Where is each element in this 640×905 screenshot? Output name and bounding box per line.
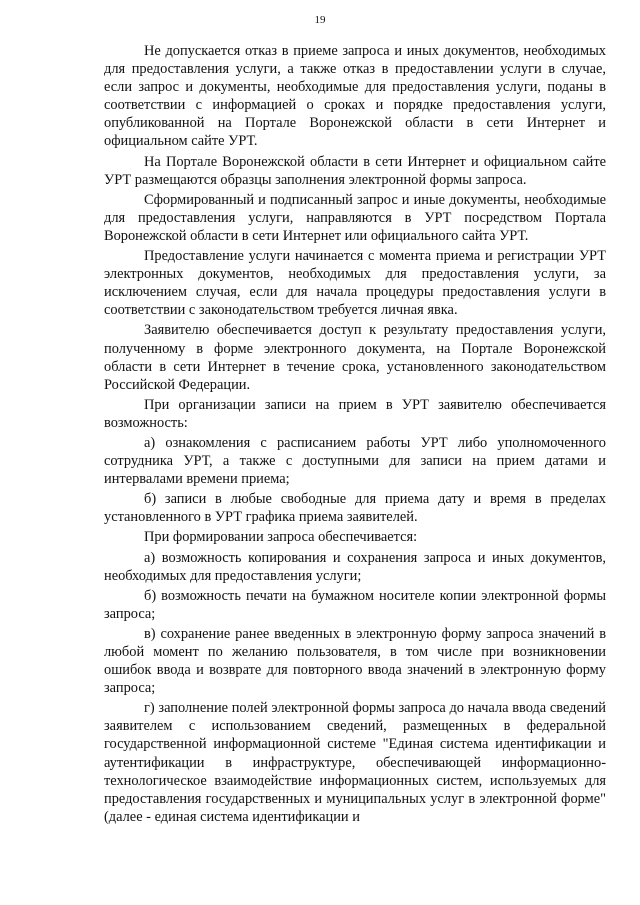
list-item-forming-g: г) заполнение полей электронной формы запроса до начала ввода сведений заявителем с использованием сведений, размещенных в федеральной государственной информационной системе "Единая система идентификации и аутентификации в инфраструктуре, обеспечивающей информационно-технологическое взаимодействие информационных систем, используемых для предоставления государственных и муниципальных услуг в электронной форме" (далее - единая система идентификации и (104, 700, 606, 825)
paragraph-request-forming-intro: При формировании запроса обеспечивается: (144, 529, 418, 546)
list-item-appointment-b: б) записи в любые свободные для приема дату и время в пределах установленного в УРТ графика приема заявителей. (104, 491, 606, 526)
document-body (104, 42, 606, 828)
list-item-forming-v: в) сохранение ранее введенных в электронную форму запроса значений в любой момент по желанию пользователя, в том числе при возникновении ошибок ввода и возврате для повторного ввода значений в электронную форму запроса; (104, 625, 606, 697)
paragraph-form-samples: На Портале Воронежской области в сети Интернет и официальном сайте УРТ размещаются образцы заполнения электронной формы запроса. (104, 153, 606, 188)
paragraph-service-start: Предоставление услуги начинается с момента приема и регистрации УРТ электронных документов, необходимых для предоставления услуги, за исключением случая, если для начала процедуры предоставления услуги в соответствии с законодательством требуется личная явка. (104, 248, 606, 319)
list-item-appointment-a: а) ознакомления с расписанием работы УРТ либо уполномоченного сотрудника УРТ, а также с доступными для записи на прием датами и интервалами времени приема; (104, 434, 606, 488)
paragraph-result-access: Заявителю обеспечивается доступ к результату предоставления услуги, полученному в форме электронного документа, на Портале Воронежской области в сети Интернет в течение срока, установленного законодательством Российской Федерации. (104, 322, 606, 393)
paragraph-request-submission: Сформированный и подписанный запрос и иные документы, необходимые для предоставления услуги, направляются в УРТ посредством Портала Воронежской области в сети Интернет или официального сайта УРТ. (104, 191, 606, 244)
paragraph-no-refusal: Не допускается отказ в приеме запроса и иных документов, необходимых для предоставления услуги, а также отказ в предоставлении услуги в случае, если запрос и документы, необходимые для предоставления услуги, поданы в соответствии с информацией о сроках и порядке предоставления услуги, опубликованной на Портале Воронежской области в сети Интернет и официальном сайте УРТ. (104, 43, 606, 150)
list-item-forming-b: б) возможность печати на бумажном носителе копии электронной формы запроса; (104, 587, 606, 622)
list-item-forming-a: а) возможность копирования и сохранения запроса и иных документов, необходимых для предоставления услуги; (104, 549, 606, 584)
paragraph-appointment-intro: При организации записи на прием в УРТ заявителю обеспечивается возможность: (104, 396, 606, 431)
page-number: 19 (314, 14, 326, 26)
